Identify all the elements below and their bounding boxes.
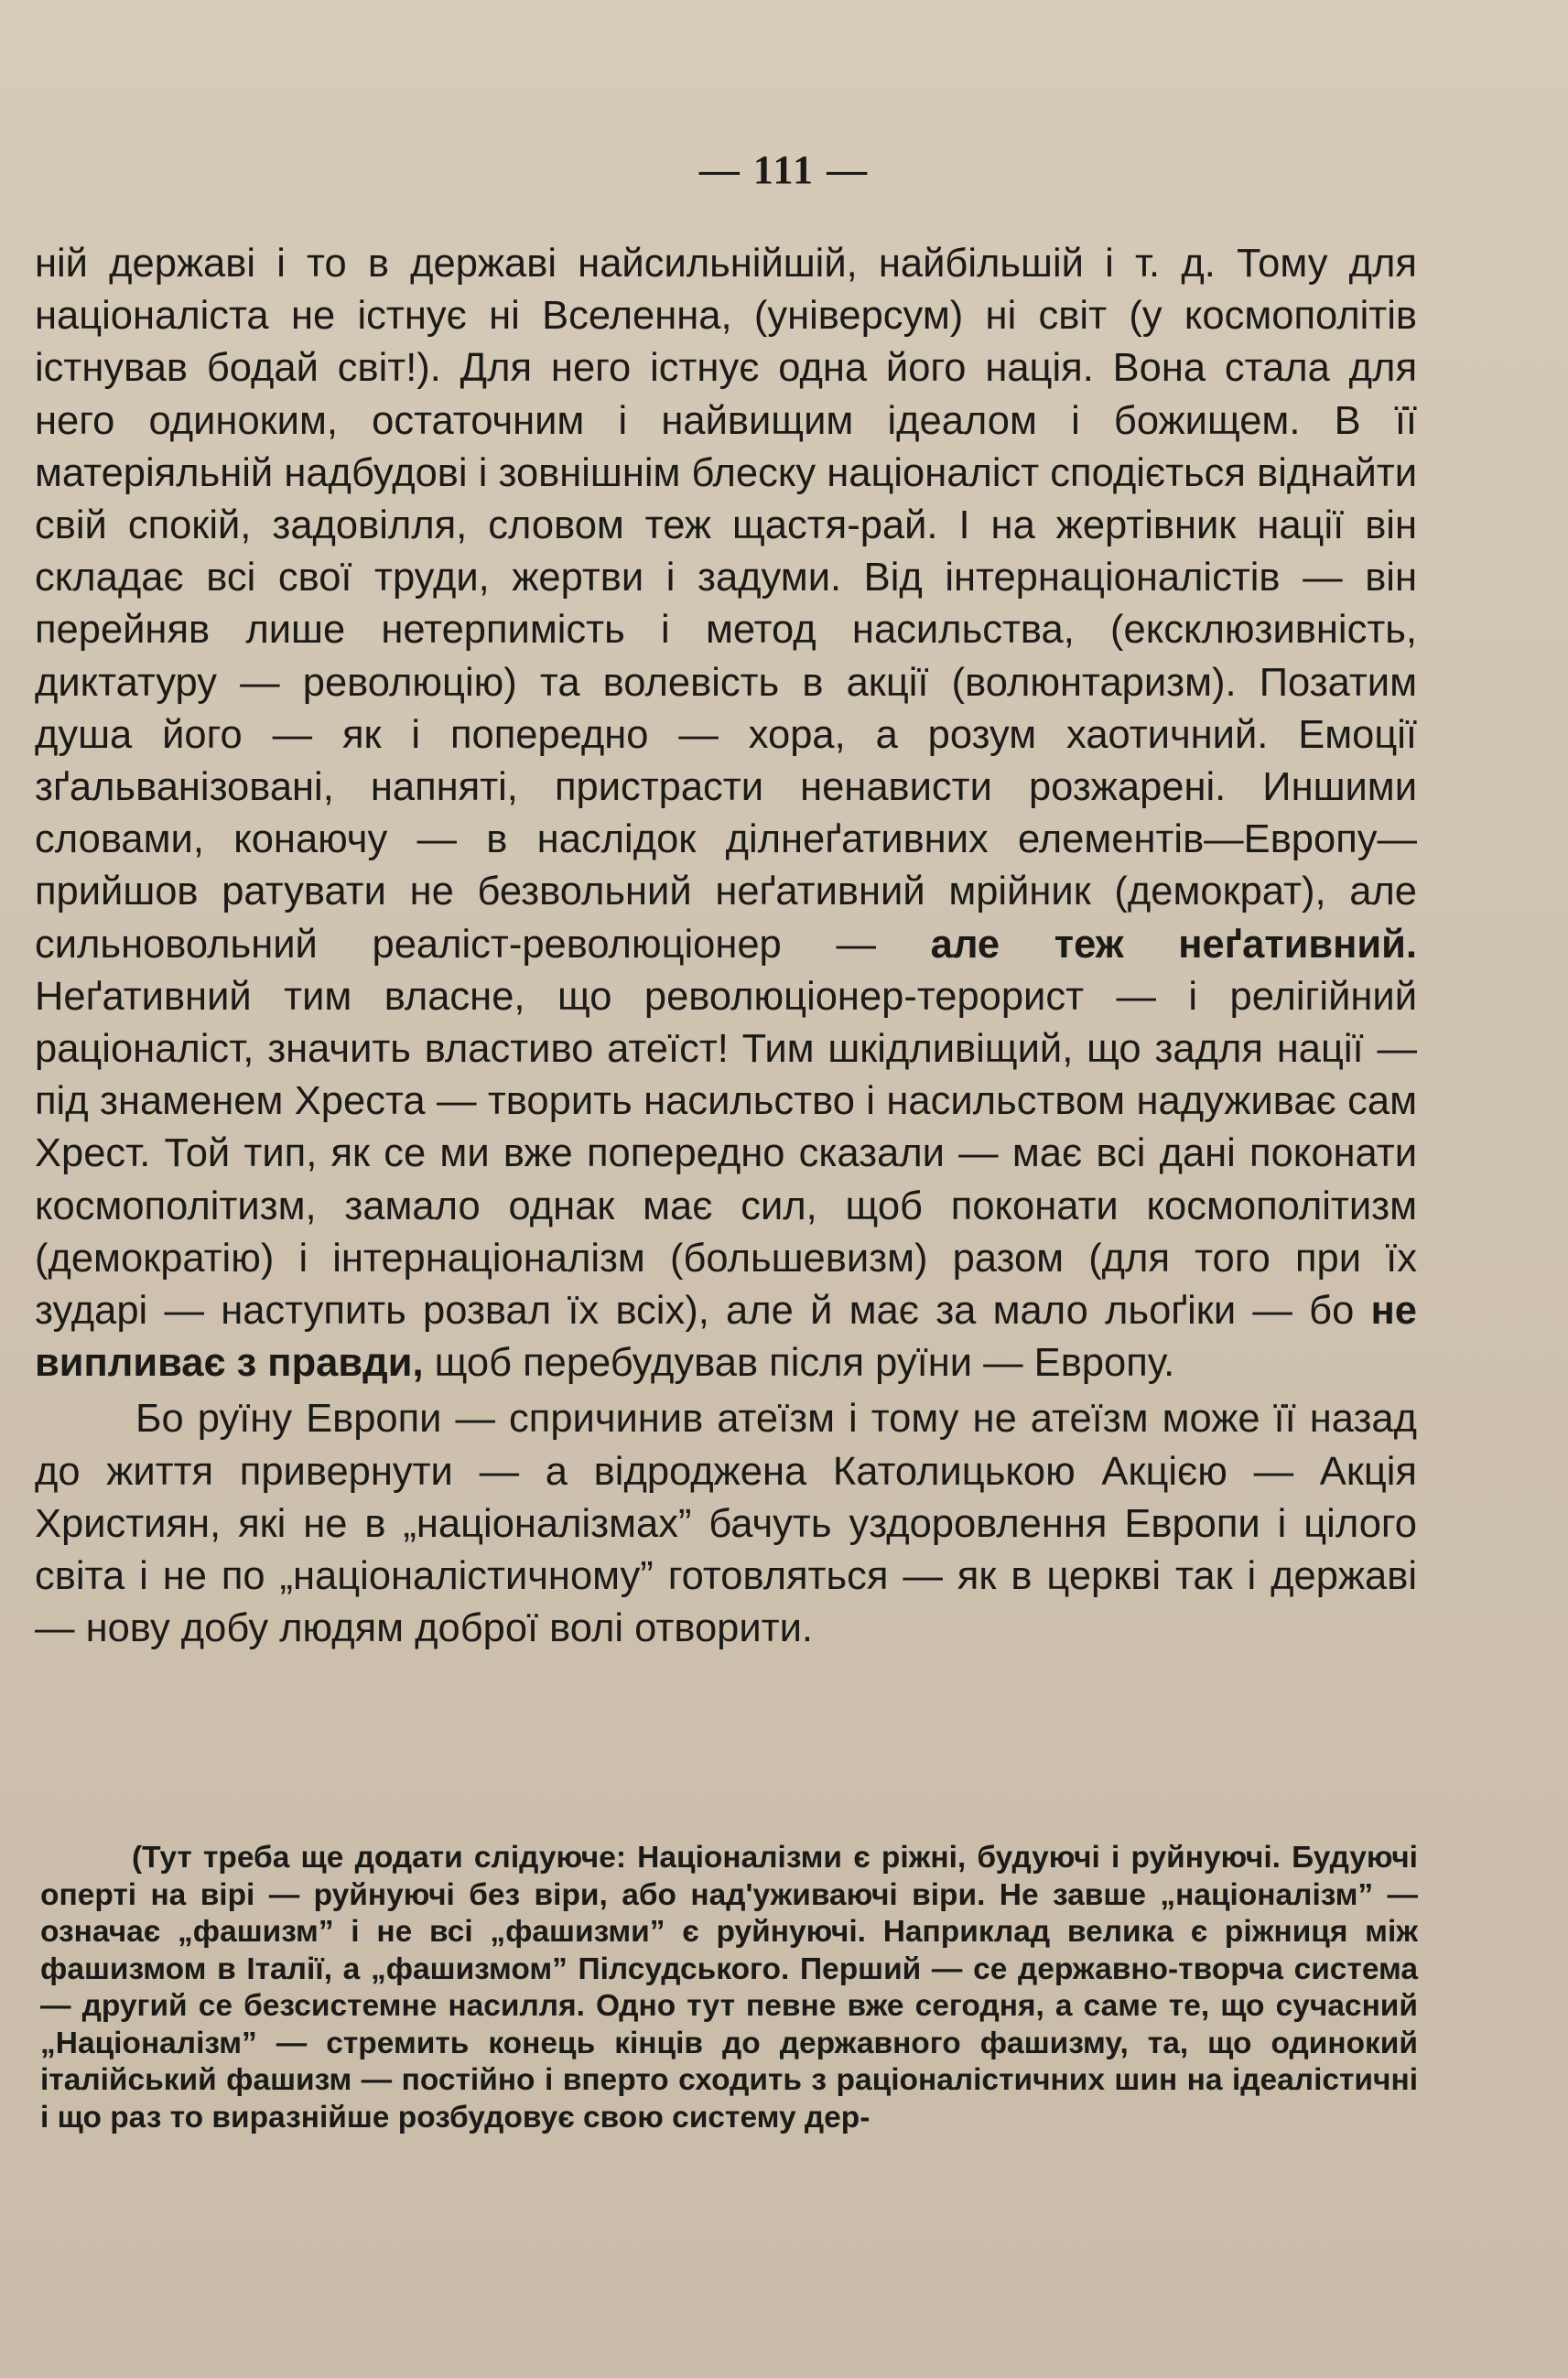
paragraph-1-bold-b: не випливає з правди, [35,1289,1417,1386]
footnote-text: (Тут треба ще додати слідуюче: Націоналізми є ріжні, будуючі і руйнуючі. Будуючі оперті на вірі — руйнуючі без віри, або над'уживаючі віри. Не завше „націоналізм” — означає „фашизм” і не всі „фашизми” є руйнуючі. Наприклад велика є ріжниця між фашизмом в Італії, а „фашизмом” Пілсудського. Перший — се державно-творча система — другий се безсистемне насилля. Одно тут певне вже сегодня, а саме те, що сучасний „Націоналізм” — стремить конець кінців до державного фашизму, та, що одинокий італійський фашизм — постійно і вперто сходить з раціоналістичних шин на ідеалістичні і що раз то виразнійше розбудовує свою систему дер- [40,1841,1418,2135]
paragraph-1-text-c: щоб перебудував після руїни — Европу. [423,1341,1175,1386]
footnote [40,1840,1418,2136]
paragraph-1-text-a: ній державі і то в державі найсильнійшій, найбільшій і т. д. Тому для націоналіста не істнує ні Вселенна, (універсум) ні світ (у космополітів істнував бодай світ!). Для него істнує одна його нація. Вона стала для него одиноким, остаточним і найвищим ідеалом і божищем. В її матеріяльній надбудові і зовнішнім блеску націоналіст сподіється віднайти свій спокій, задовілля, словом теж щастя-рай. І на жертівник нації він складає всі свої труди, жертви і задуми. Від інтернаціоналістів — він перейняв лише нетерпимість і метод насильства, (ексклюзивність, диктатуру — революцію) та волевість в акції (волюнтаризм). Позатим душа його — як і попередно — хора, а розум хаотичний. Емоції зґальванізовані, напняті, пристрасти ненависти розжарені. Иншими словами, конаючу — в наслідок ділнеґативних елементів—Европу—прийшов ратувати не безвольний неґативний мрійник (демократ), але сильновольний реаліст-революціонер — [35,242,1417,967]
main-text [35,238,1417,1655]
paragraph-2: Бо руїну Европи — спричинив атеїзм і тому не атеїзм може її назад до життя привернути — а відроджена Католицькою Акцією — Акція Християн, які не в „націоналізмах” бачуть уздоровлення Европи і цілого світа і не по „націоналістичному” готовляться — як в церкві так і державі — нову добу людям доброї волі отворити. [35,1397,1417,1651]
paragraph-1-text-b: Неґативний тим власне, що революціонер-терорист — і релігійний раціоналіст, значить властиво атеїст! Тим шкідливіщий, що задля нації — під знаменем Хреста — творить насильство і насильством надуживає сам Хрест. Той тип, як се ми вже попередно сказали — має всі дані поконати космополітизм, замало однак має сил, щоб поконати космополітизм (демократію) і інтернаціоналізм (большевизм) разом (для того при їх зударі — наступить розвал їх всіх), але й має за мало льоґіки — бо [35,974,1417,1334]
paragraph-1-bold-a: але теж неґативний. [930,922,1417,967]
page-number: — 111 — [698,147,870,192]
paragraph-1 [35,238,1417,1389]
